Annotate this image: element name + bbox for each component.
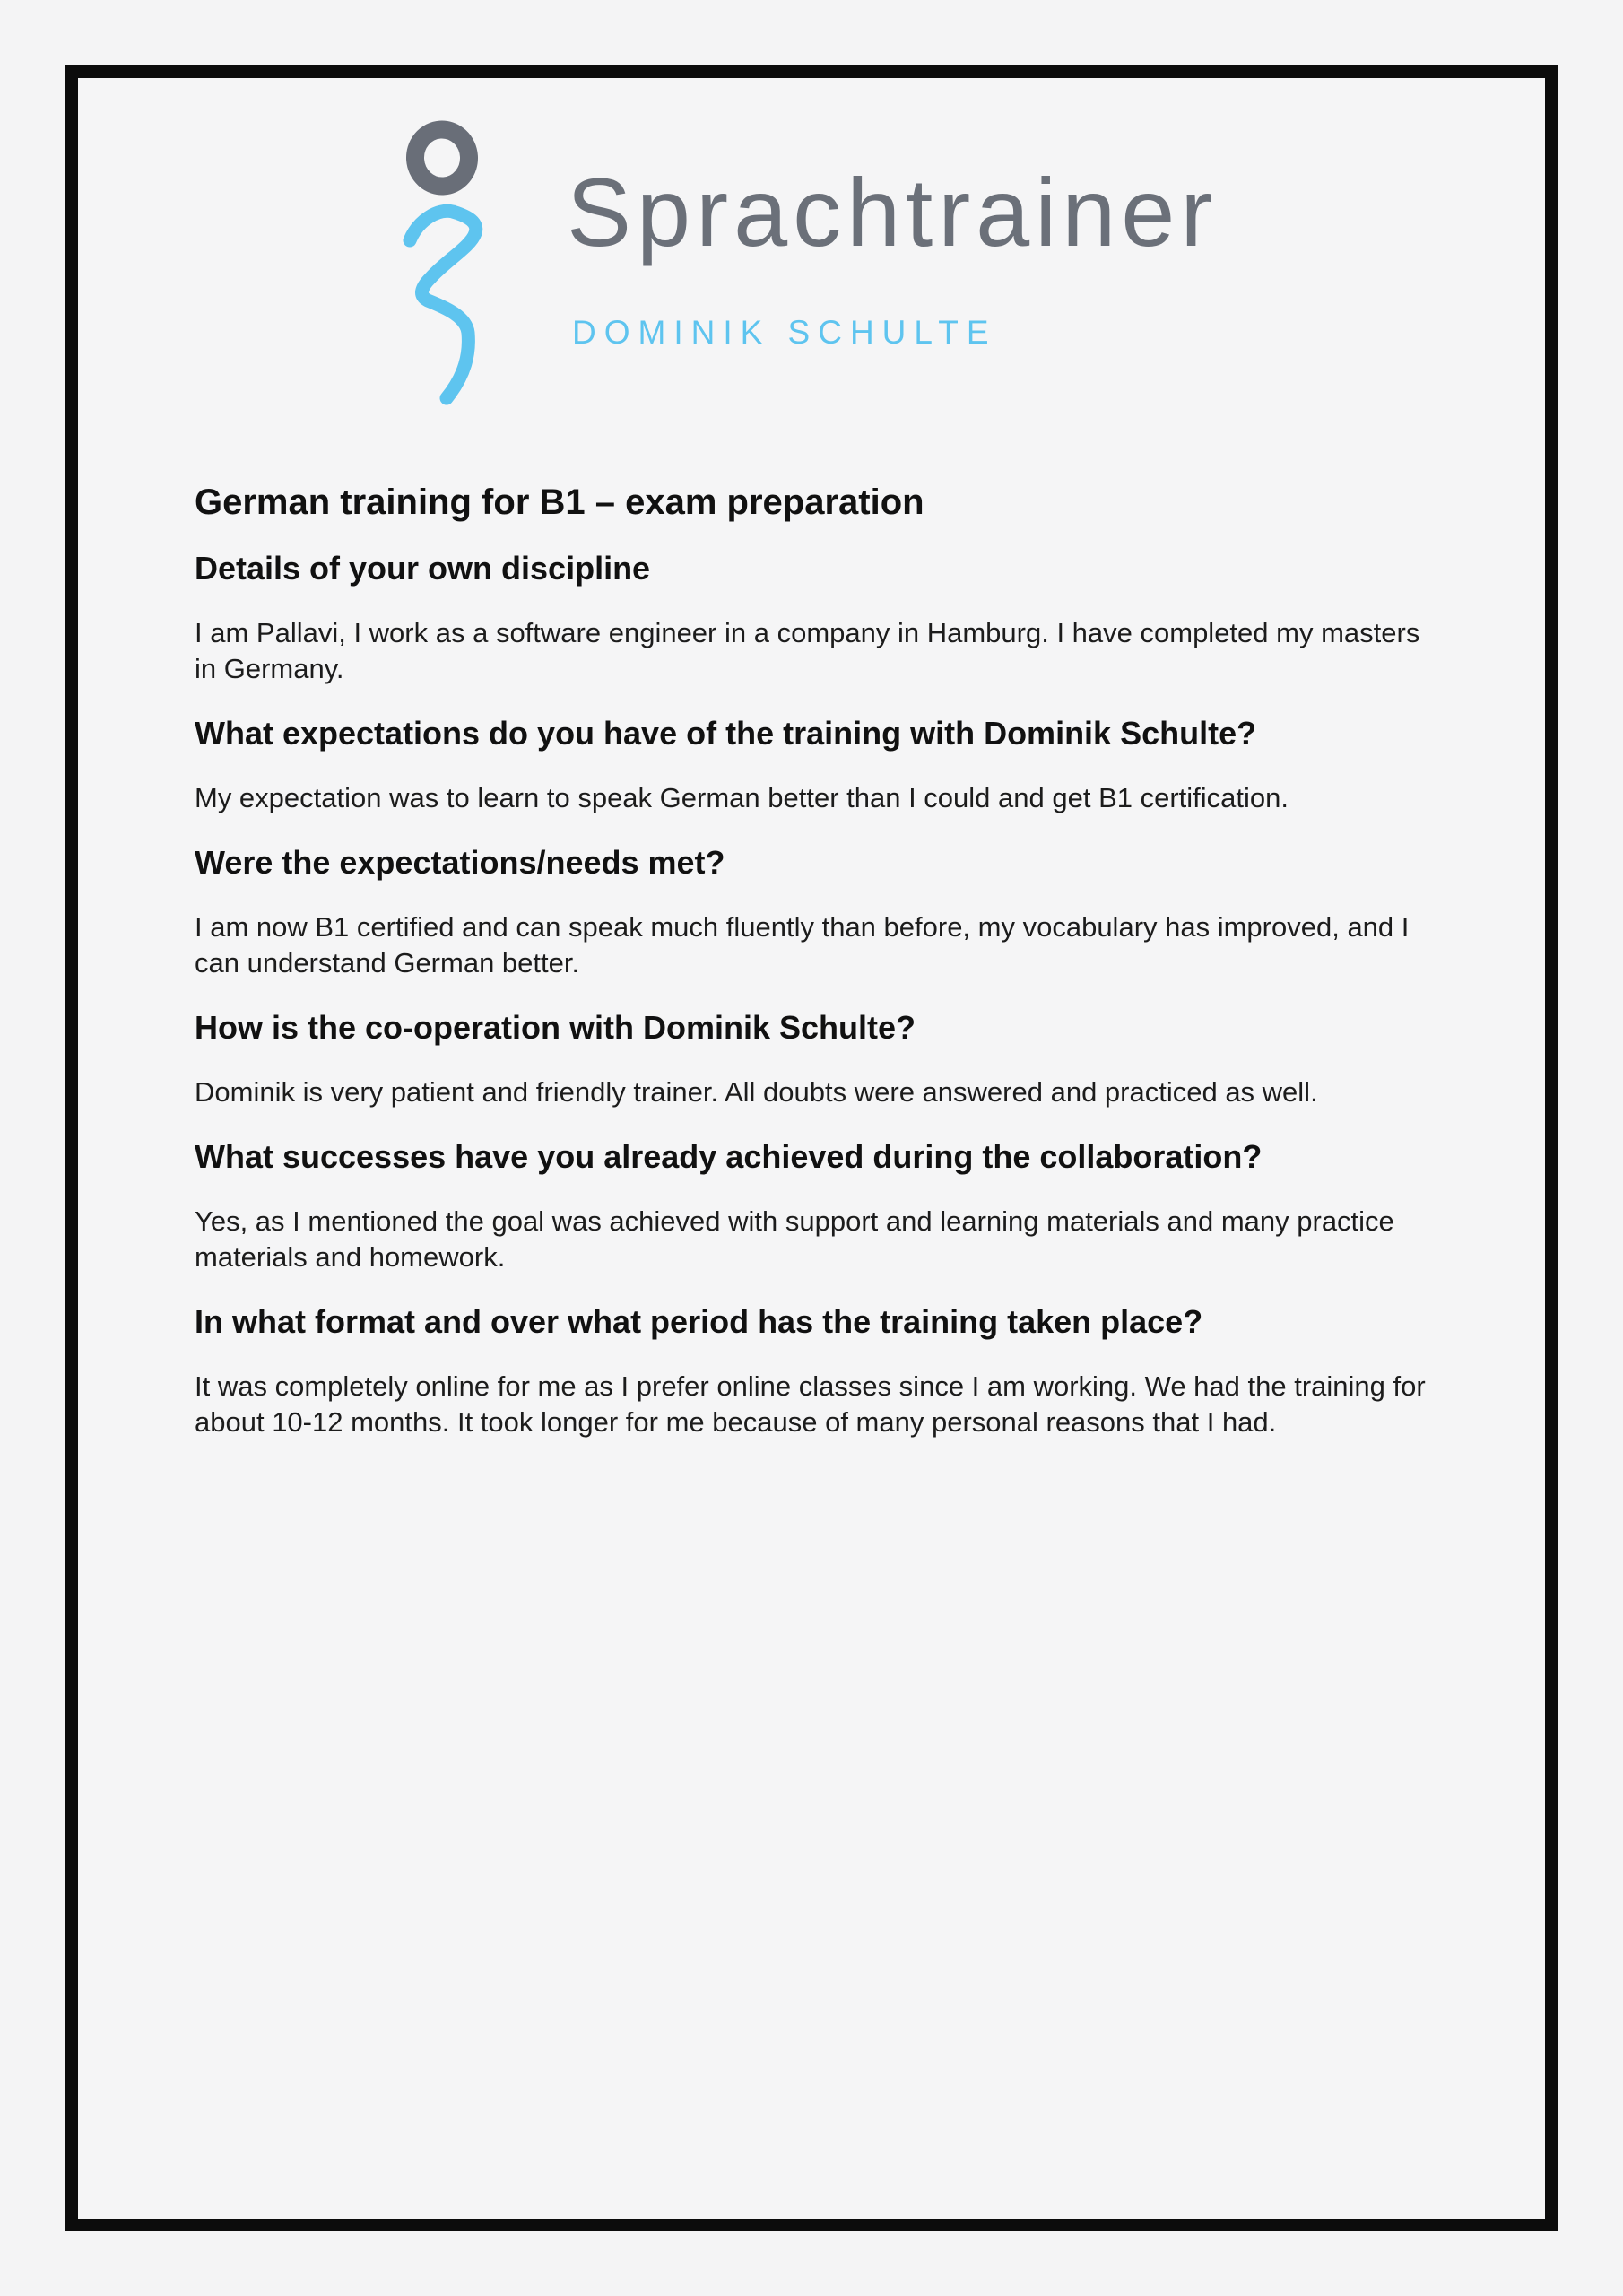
qa-question: In what format and over what period has the training taken place? [195,1303,1203,1340]
qa-section [195,1137,1445,1275]
qa-question: How is the co-operation with Dominik Schulte? [195,1009,916,1046]
qa-section [195,843,1445,981]
qa-answer: My expectation was to learn to speak German better than I could and get B1 certification. [195,782,1289,813]
qa-answer: I am Pallavi, I work as a software engineer in a company in Hamburg. I have completed my masters in Germany. [195,617,1420,684]
qa-section [195,714,1445,816]
qa-answer: Dominik is very patient and friendly trainer. All doubts were answered and practiced as well. [195,1076,1318,1108]
page-title: German training for B1 – exam preparation [195,483,924,522]
qa-answer: I am now B1 certified and can speak much fluently than before, my vocabulary has improved, and I can understand German better. [195,911,1410,978]
qa-question: What successes have you already achieved during the collaboration? [195,1138,1263,1175]
person-squiggle-icon [395,117,484,413]
qa-section [195,549,1445,687]
brand-name: Sprachtrainer [567,158,1219,266]
brand-subtitle: DOMINIK SCHULTE [572,314,997,351]
qa-answer: It was completely online for me as I prefer online classes since I am working. We had the training for about 10-12 months. It took longer for me because of many personal reasons that I had. [195,1370,1426,1438]
qa-question: Details of your own discipline [195,550,651,587]
qa-answer: Yes, as I mentioned the goal was achieved with support and learning materials and many practice materials and homework. [195,1205,1394,1273]
qa-question: What expectations do you have of the training with Dominik Schulte? [195,715,1257,752]
qa-question: Were the expectations/needs met? [195,844,725,881]
qa-section [195,1008,1445,1110]
document-body [195,483,1445,1467]
qa-section [195,1302,1445,1440]
logo-head-ring [413,127,471,187]
logo-body-squiggle [410,211,476,398]
